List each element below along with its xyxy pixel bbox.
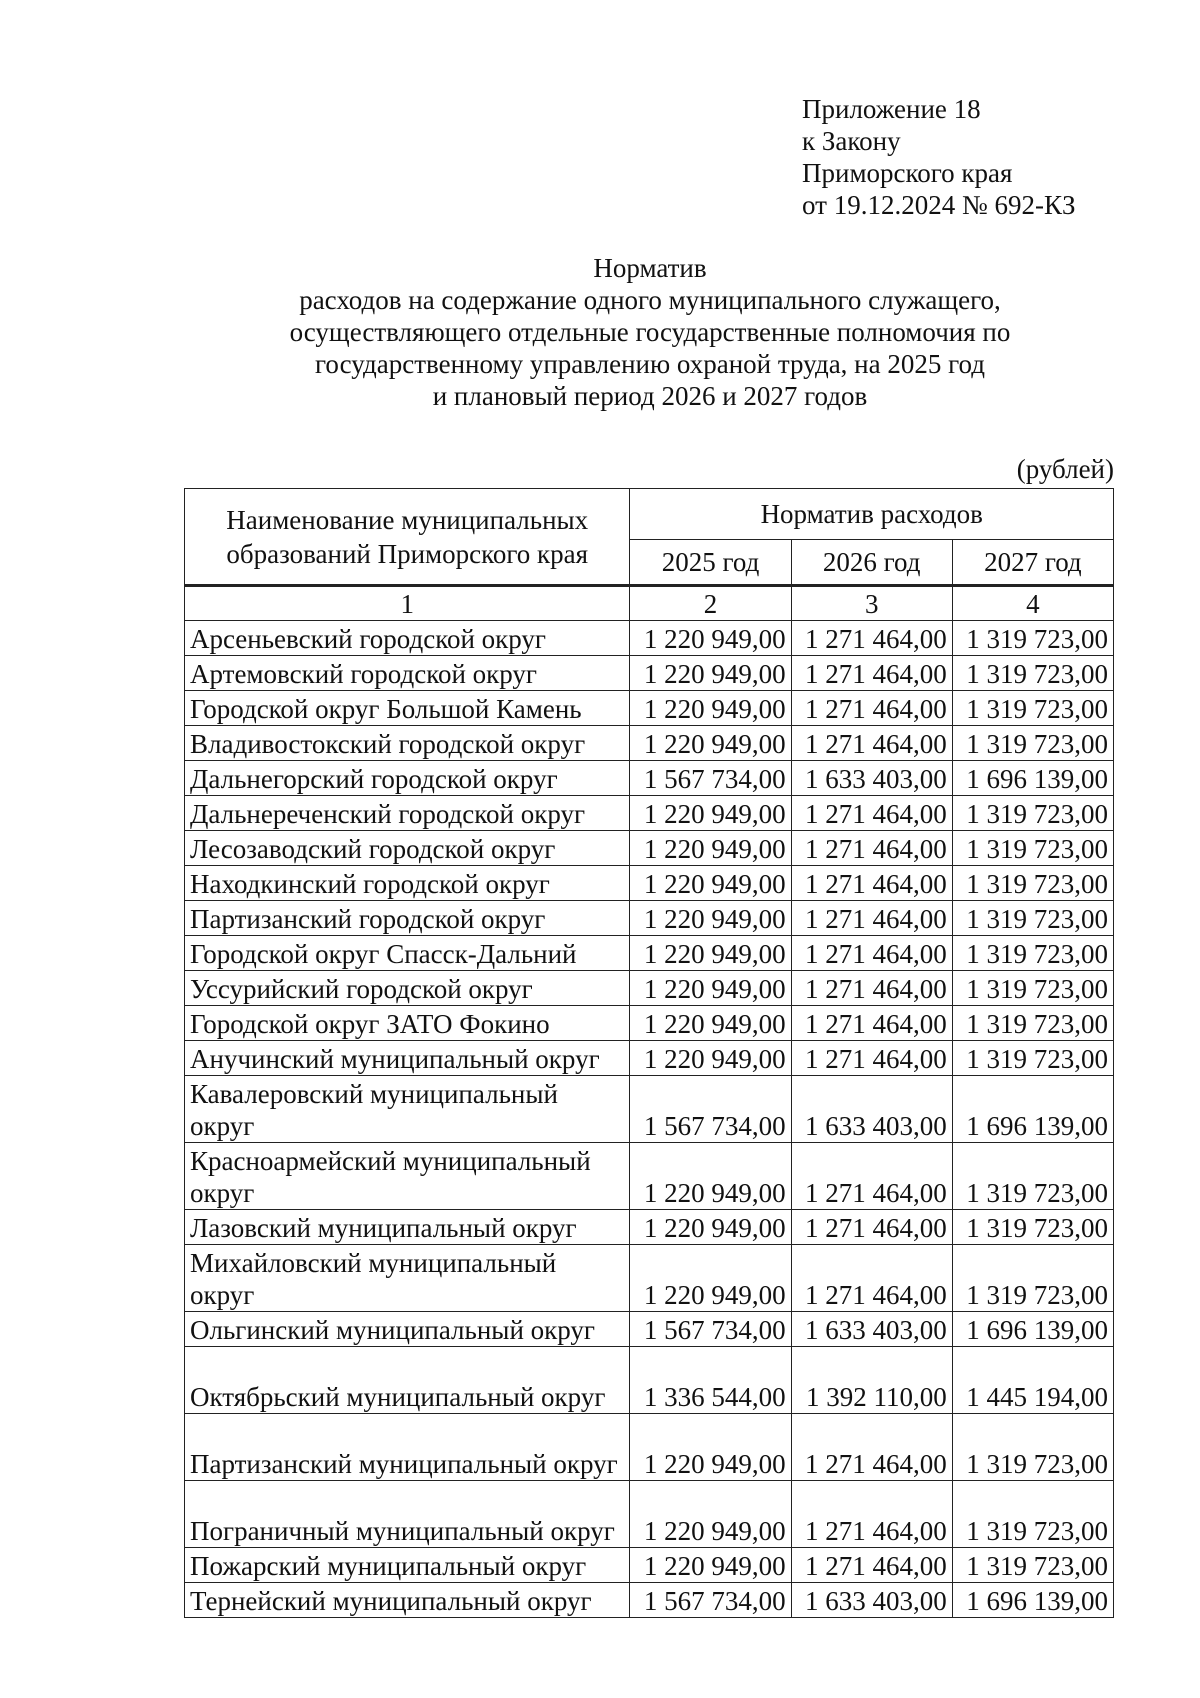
value-2026: 1 271 464,00 — [791, 656, 952, 691]
annex-line-3: Приморского края — [802, 158, 1013, 188]
value-2025: 1 220 949,00 — [630, 726, 791, 761]
table-row — [185, 971, 1114, 1006]
value-2027: 1 319 723,00 — [952, 1210, 1113, 1245]
document-title — [170, 252, 1130, 412]
table-row — [185, 901, 1114, 936]
value-2027: 1 319 723,00 — [952, 1041, 1113, 1076]
annex-line-2: к Закону — [802, 126, 901, 156]
value-2025: 1 567 734,00 — [630, 1312, 791, 1347]
table-row — [185, 1143, 1114, 1210]
value-2025: 1 220 949,00 — [630, 1548, 791, 1583]
municipality-name: Ольгинский муниципальный округ — [185, 1312, 630, 1347]
value-2027: 1 319 723,00 — [952, 936, 1113, 971]
value-2026: 1 271 464,00 — [791, 1006, 952, 1041]
value-2026: 1 271 464,00 — [791, 831, 952, 866]
municipality-name: Дальнереченский городской округ — [185, 796, 630, 831]
value-2025: 1 336 544,00 — [630, 1347, 791, 1414]
header-year-2027: 2027 год — [952, 540, 1113, 586]
value-2027: 1 319 723,00 — [952, 971, 1113, 1006]
value-2026: 1 271 464,00 — [791, 1210, 952, 1245]
value-2025: 1 220 949,00 — [630, 621, 791, 656]
value-2025: 1 220 949,00 — [630, 1006, 791, 1041]
municipality-name: Лесозаводский городской округ — [185, 831, 630, 866]
value-2027: 1 319 723,00 — [952, 1245, 1113, 1312]
units-label: (рублей) — [1016, 454, 1114, 484]
municipality-name: Красноармейский муниципальный округ — [185, 1143, 630, 1210]
municipality-name: Дальнегорский городской округ — [185, 761, 630, 796]
annex-block — [802, 93, 1075, 221]
table-row — [185, 1245, 1114, 1312]
table-row — [185, 831, 1114, 866]
value-2025: 1 220 949,00 — [630, 831, 791, 866]
header-year-2025: 2025 год — [630, 540, 791, 586]
value-2027: 1 319 723,00 — [952, 796, 1113, 831]
value-2027: 1 319 723,00 — [952, 1548, 1113, 1583]
table-row — [185, 1548, 1114, 1583]
value-2026: 1 271 464,00 — [791, 796, 952, 831]
value-2027: 1 319 723,00 — [952, 1414, 1113, 1481]
value-2027: 1 319 723,00 — [952, 866, 1113, 901]
value-2025: 1 220 949,00 — [630, 1245, 791, 1312]
header-norm-cell: Норматив расходов — [630, 489, 1114, 540]
value-2025: 1 567 734,00 — [630, 1583, 791, 1618]
value-2026: 1 271 464,00 — [791, 691, 952, 726]
municipality-name: Партизанский городской округ — [185, 901, 630, 936]
municipality-name: Анучинский муниципальный округ — [185, 1041, 630, 1076]
value-2025: 1 220 949,00 — [630, 656, 791, 691]
municipality-name: Тернейский муниципальный округ — [185, 1583, 630, 1618]
municipality-name: Кавалеровский муниципальный округ — [185, 1076, 630, 1143]
value-2026: 1 633 403,00 — [791, 1076, 952, 1143]
municipality-name: Октябрьский муниципальный округ — [185, 1347, 630, 1414]
table-row — [185, 1347, 1114, 1414]
value-2026: 1 271 464,00 — [791, 971, 952, 1006]
table-row — [185, 1312, 1114, 1347]
value-2025: 1 220 949,00 — [630, 1210, 791, 1245]
norm-table — [184, 488, 1114, 1618]
header-name-cell: Наименование муниципальных образований Приморского края — [185, 489, 630, 586]
municipality-name: Арсеньевский городской округ — [185, 621, 630, 656]
table-row — [185, 1006, 1114, 1041]
value-2027: 1 696 139,00 — [952, 1583, 1113, 1618]
table-row — [185, 1481, 1114, 1548]
value-2027: 1 696 139,00 — [952, 761, 1113, 796]
annex-line-1: Приложение 18 — [802, 94, 981, 124]
table-row — [185, 726, 1114, 761]
value-2025: 1 220 949,00 — [630, 936, 791, 971]
value-2026: 1 271 464,00 — [791, 621, 952, 656]
value-2025: 1 220 949,00 — [630, 691, 791, 726]
value-2027: 1 319 723,00 — [952, 726, 1113, 761]
value-2026: 1 633 403,00 — [791, 1583, 952, 1618]
value-2025: 1 220 949,00 — [630, 901, 791, 936]
title-line-1: Норматив — [593, 253, 707, 283]
table-row — [185, 866, 1114, 901]
table-row — [185, 1414, 1114, 1481]
value-2025: 1 220 949,00 — [630, 1481, 791, 1548]
title-line-2: расходов на содержание одного муниципального служащего, — [299, 285, 1001, 315]
table-row — [185, 1041, 1114, 1076]
value-2026: 1 271 464,00 — [791, 1481, 952, 1548]
municipality-name: Владивостокский городской округ — [185, 726, 630, 761]
municipality-name: Городской округ Большой Камень — [185, 691, 630, 726]
municipality-name: Партизанский муниципальный округ — [185, 1414, 630, 1481]
value-2025: 1 220 949,00 — [630, 1041, 791, 1076]
table-row — [185, 691, 1114, 726]
value-2026: 1 271 464,00 — [791, 866, 952, 901]
value-2025: 1 220 949,00 — [630, 1143, 791, 1210]
value-2027: 1 319 723,00 — [952, 656, 1113, 691]
value-2026: 1 633 403,00 — [791, 1312, 952, 1347]
municipality-name: Городской округ Спасск-Дальний — [185, 936, 630, 971]
value-2027: 1 319 723,00 — [952, 831, 1113, 866]
value-2025: 1 220 949,00 — [630, 796, 791, 831]
value-2025: 1 220 949,00 — [630, 866, 791, 901]
value-2027: 1 319 723,00 — [952, 1481, 1113, 1548]
municipality-name: Находкинский городской округ — [185, 866, 630, 901]
value-2027: 1 319 723,00 — [952, 621, 1113, 656]
value-2027: 1 319 723,00 — [952, 691, 1113, 726]
municipality-name: Городской округ ЗАТО Фокино — [185, 1006, 630, 1041]
table-row — [185, 1210, 1114, 1245]
value-2026: 1 392 110,00 — [791, 1347, 952, 1414]
value-2025: 1 220 949,00 — [630, 1414, 791, 1481]
column-numbers-row — [185, 586, 1114, 621]
column-number: 2 — [630, 586, 791, 621]
column-number: 3 — [791, 586, 952, 621]
municipality-name: Лазовский муниципальный округ — [185, 1210, 630, 1245]
municipality-name: Пожарский муниципальный округ — [185, 1548, 630, 1583]
column-number: 1 — [185, 586, 630, 621]
value-2026: 1 271 464,00 — [791, 1041, 952, 1076]
title-line-4: государственному управлению охраной труда, на 2025 год — [315, 349, 985, 379]
table-row — [185, 1583, 1114, 1618]
title-line-3: осуществляющего отдельные государственные полномочия по — [289, 317, 1011, 347]
value-2026: 1 271 464,00 — [791, 1414, 952, 1481]
value-2027: 1 445 194,00 — [952, 1347, 1113, 1414]
value-2027: 1 319 723,00 — [952, 901, 1113, 936]
municipality-name: Пограничный муниципальный округ — [185, 1481, 630, 1548]
municipality-name: Артемовский городской округ — [185, 656, 630, 691]
title-line-5: и плановый период 2026 и 2027 годов — [432, 381, 868, 411]
value-2026: 1 271 464,00 — [791, 936, 952, 971]
table-row — [185, 761, 1114, 796]
value-2026: 1 271 464,00 — [791, 1245, 952, 1312]
annex-line-4: от 19.12.2024 № 692-КЗ — [802, 190, 1076, 220]
value-2027: 1 696 139,00 — [952, 1312, 1113, 1347]
table-row — [185, 656, 1114, 691]
table-row — [185, 796, 1114, 831]
value-2027: 1 319 723,00 — [952, 1143, 1113, 1210]
value-2026: 1 271 464,00 — [791, 1548, 952, 1583]
table-row — [185, 621, 1114, 656]
value-2025: 1 567 734,00 — [630, 1076, 791, 1143]
municipality-name: Михайловский муниципальный округ — [185, 1245, 630, 1312]
value-2026: 1 271 464,00 — [791, 726, 952, 761]
value-2026: 1 271 464,00 — [791, 1143, 952, 1210]
value-2027: 1 319 723,00 — [952, 1006, 1113, 1041]
value-2027: 1 696 139,00 — [952, 1076, 1113, 1143]
table-row — [185, 936, 1114, 971]
table-row — [185, 1076, 1114, 1143]
header-row — [185, 489, 1114, 540]
header-year-2026: 2026 год — [791, 540, 952, 586]
value-2026: 1 271 464,00 — [791, 901, 952, 936]
column-number: 4 — [952, 586, 1113, 621]
value-2025: 1 567 734,00 — [630, 761, 791, 796]
municipality-name: Уссурийский городской округ — [185, 971, 630, 1006]
value-2026: 1 633 403,00 — [791, 761, 952, 796]
value-2025: 1 220 949,00 — [630, 971, 791, 1006]
